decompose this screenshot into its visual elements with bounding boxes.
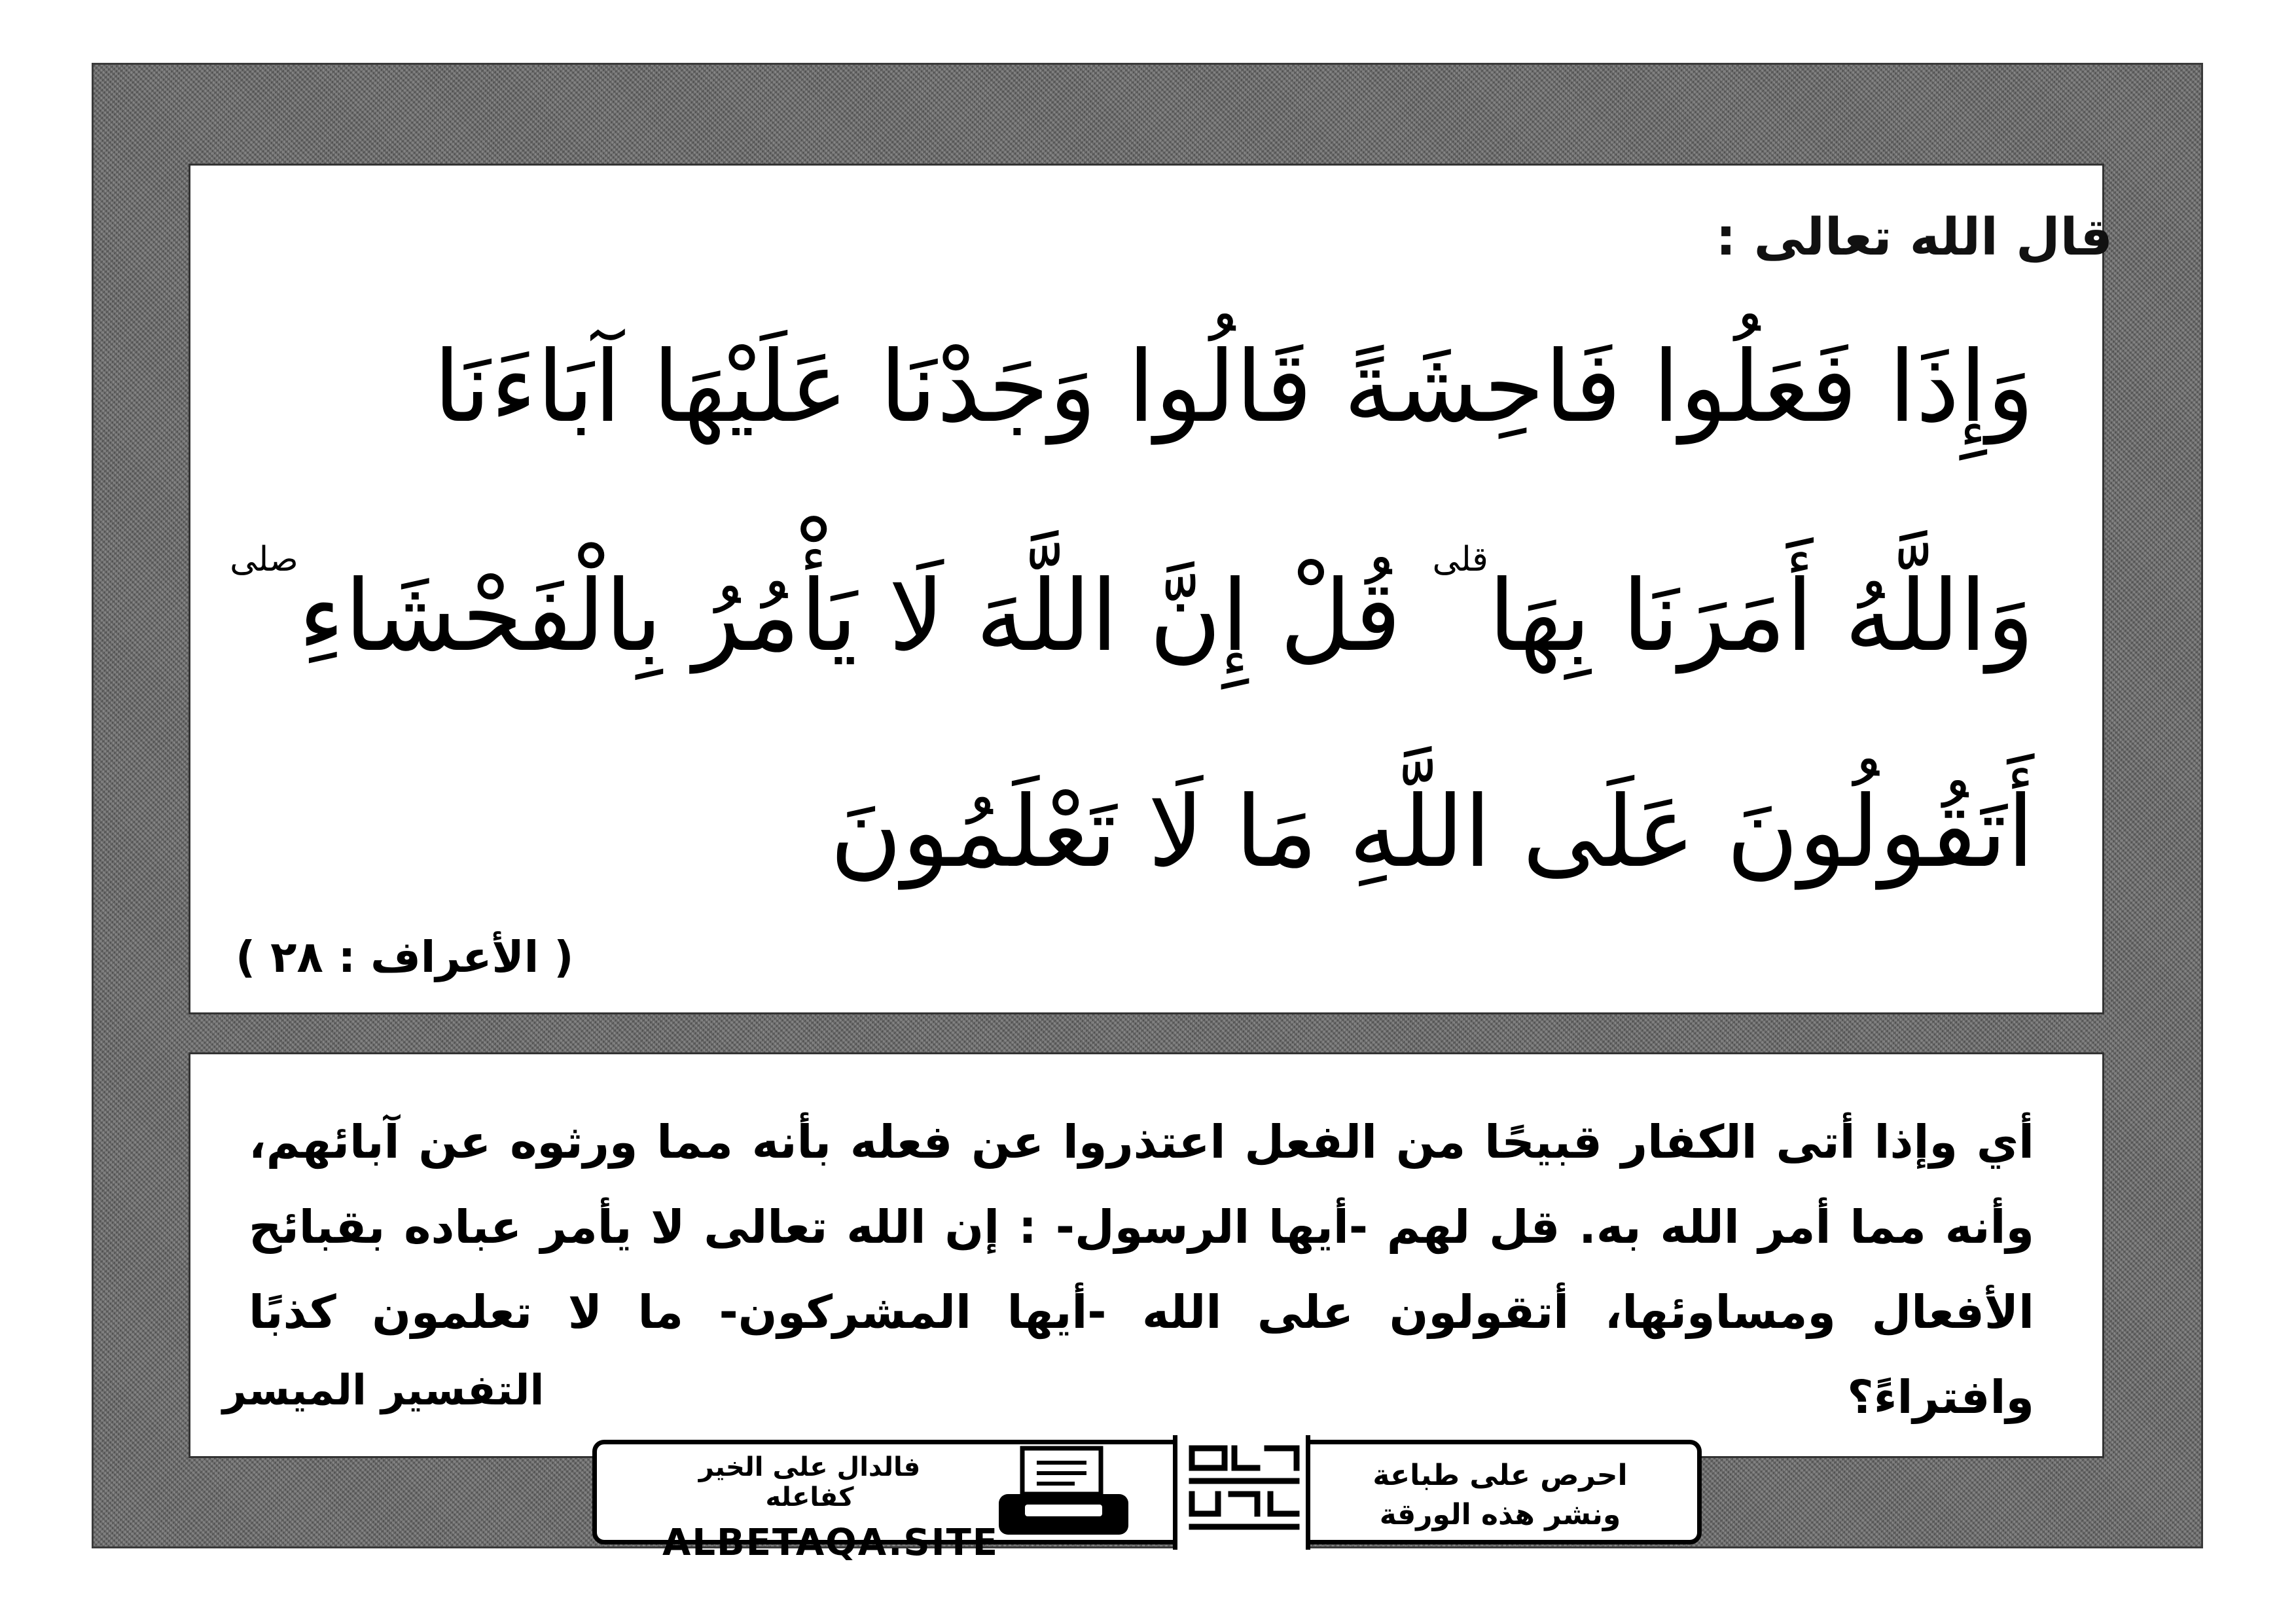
dawah-logo [1185,1442,1303,1540]
footer-callout [1350,1456,1651,1535]
verse-line-2-part-b: قُلْ إِنَّ اللَّهَ لَا يَأْمُرُ بِالْفَحْشَاءِ [298,560,1401,673]
footer-tagline: فالدال على الخير كفاعله [698,1452,921,1512]
logo-box [1173,1435,1310,1550]
footer-site-block [662,1452,999,1564]
tafsir-source: التفسير الميسر [223,1366,545,1415]
callout-line-1: احرص على طباعة [1372,1459,1628,1492]
pause-mark-2: صلى [230,540,298,579]
pause-mark-1: قلى [1432,540,1488,579]
tafsir-text: أي وإذا أتى الكفار قبيحًا من الفعل اعتذروا عن فعله بأنه مما ورثوه عن آبائهم، وأنه مما أمر الله به. قل لهم -أيها الرسول- : إن الله تعالى لا يأمر عباده بقبائح الأفعال ومساوئها، أتقولون على الله -أيها المشركون- ما لا تعلمون كذبًا وافتراءً؟ [249,1115,2034,1424]
footer-site-link[interactable]: ALBETAQA.SITE [662,1522,999,1564]
printer-icon [996,1444,1134,1540]
page-heading: قال الله تعالى : [1715,208,2113,267]
callout-line-2: ونشر هذه الورقة [1379,1498,1621,1531]
verse-line-2-part-a: وَاللَّهُ أَمَرَنَا بِهَا [1488,560,2034,673]
verse-line-2 [230,540,2034,673]
verse-line-3: أَتَقُولُونَ عَلَى اللَّهِ مَا لَا تَعْلَمُونَ [830,776,2034,889]
footer-banner [592,1440,1702,1564]
verse-line-1: وَإِذَا فَعَلُوا فَاحِشَةً قَالُوا وَجَدْنَا عَلَيْهَا آبَاءَنَا [433,330,2034,444]
verse-reference: ( الأعراف : ٢٨ ) [236,932,574,982]
